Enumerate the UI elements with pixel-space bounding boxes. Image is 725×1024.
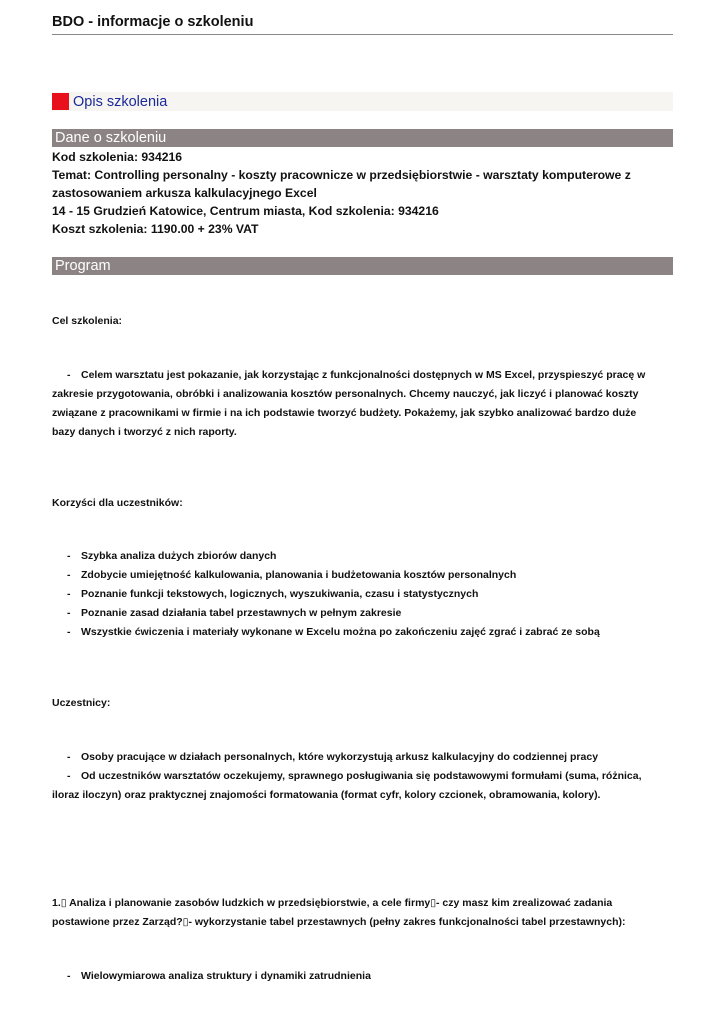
page-title: BDO - informacje o szkoleniu [52,14,673,35]
dash: - [67,970,71,982]
red-square-icon [52,93,69,110]
dane-section-bar [52,129,673,147]
cel-label: Cel szkolenia: [52,315,123,327]
dash: - [67,751,71,763]
korzysci-list [52,547,673,642]
list-item-text: Zdobycie umiejętność kalkulowania, planowania i budżetowania kosztów personalnych [81,569,517,581]
uczestnicy-2-line-1: Od uczestników warsztatów oczekujemy, sprawnego posługiwania się podstawowymi formułami (suma, różnica, [81,770,642,782]
kod-szkolenia: Kod szkolenia: 934216 [52,150,183,164]
opis-section-bar [52,92,673,111]
modul-1-line-1: 1.▯ Analiza i planowanie zasobów ludzkich w przedsiębiorstwie, a cele firmy▯- czy masz kim zrealizować zadania [52,897,613,909]
list-item [52,547,673,566]
dash: - [67,550,71,562]
cel-line-1: Celem warsztatu jest pokazanie, jak korzystając z funkcjonalności dostępnych w MS Excel, przyspieszyć pracę w [81,369,646,381]
program-section-bar [52,257,673,275]
program-heading: Program [55,258,111,274]
modul-1-line-2: postawione przez Zarząd?▯- wykorzystanie tabel przestawnych (pełny zakres funkcjonalności tabel przestawnych): [52,916,626,928]
temat-line-1: Temat: Controlling personalny - koszty pracownicze w przedsiębiorstwie - warsztaty komputerowe z [52,168,631,182]
dash: - [67,569,71,581]
temat-line-2: zastosowaniem arkusza kalkulacyjnego Excel [52,186,317,200]
uczestnicy-paragraph [52,748,673,805]
korzysci-label: Korzyści dla uczestników: [52,497,183,509]
uczestnicy-label: Uczestnicy: [52,697,111,709]
list-item-text: Poznanie zasad działania tabel przestawnych w pełnym zakresie [81,607,402,619]
list-item-text: Wszystkie ćwiczenia i materiały wykonane w Excelu można po zakończeniu zajęć zgrać i zabrać ze sobą [81,626,600,638]
list-item [52,566,673,585]
list-item [52,623,673,642]
modul-1-list [52,967,673,986]
uczestnicy-2-line-2: iloraz iloczyn) oraz praktycznej znajomości formatowania (format cyfr, kolory czcionek, obramowania, kolory). [52,789,601,801]
dash: - [67,588,71,600]
dane-heading: Dane o szkoleniu [55,130,167,146]
list-item-text: Szybka analiza dużych zbiorów danych [81,550,277,562]
list-item [52,604,673,623]
cel-line-3: związane z pracownikami w firmie i na ich podstawie tworzyć budżety. Pokażemy, jak szybko analizować bardzo duże [52,407,637,419]
modul-1-list-wrap [52,967,673,986]
dash: - [67,369,71,381]
list-item [52,585,673,604]
list-item [52,967,673,986]
termin: 14 - 15 Grudzień Katowice, Centrum miasta, Kod szkolenia: 934216 [52,204,439,218]
dash: - [67,626,71,638]
modul-1-heading [52,894,673,932]
cel-line-4: bazy danych i tworzyć z nich raporty. [52,426,237,438]
cel-paragraph [52,366,673,442]
list-item-text: Wielowymiarowa analiza struktury i dynamiki zatrudnienia [81,970,371,982]
korzysci-list-wrap [52,547,673,642]
list-item-text: Poznanie funkcji tekstowych, logicznych, wyszukiwania, czasu i statystycznych [81,588,479,600]
koszt: Koszt szkolenia: 1190.00 + 23% VAT [52,222,259,236]
dash: - [67,607,71,619]
cel-line-2: zakresie przygotowania, obróbki i analizowania kosztów personalnych. Chcemy nauczyć, jak liczyć i planować koszty [52,388,639,400]
dane-details [52,148,673,238]
dash: - [67,770,71,782]
uczestnicy-1: Osoby pracujące w działach personalnych, które wykorzystują arkusz kalkulacyjny do codziennej pracy [81,751,599,763]
opis-title: Opis szkolenia [73,93,168,110]
